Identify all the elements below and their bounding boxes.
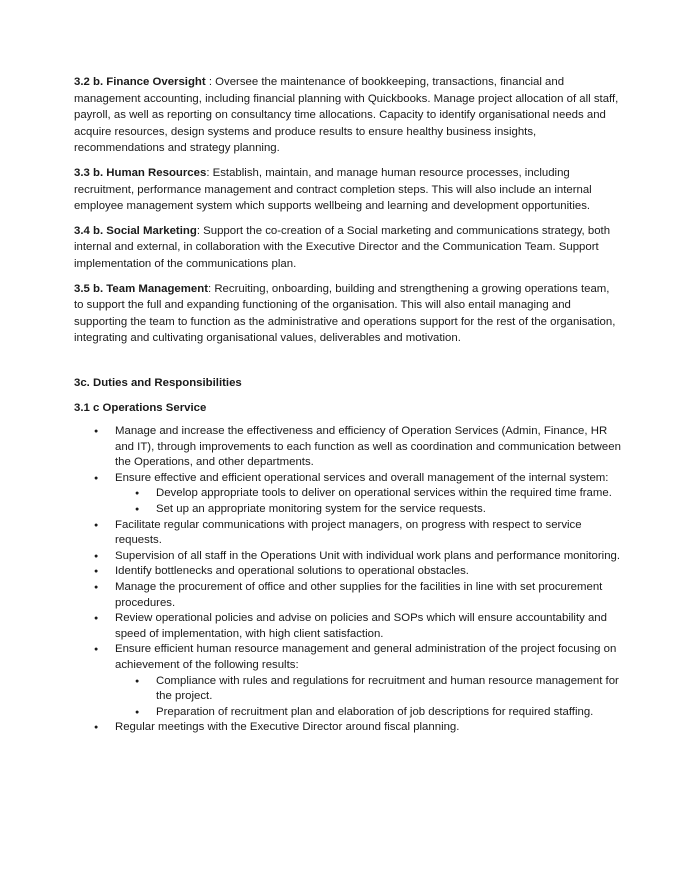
- list-item: [74, 720, 622, 736]
- list-item: [74, 424, 622, 471]
- list-item-text: Manage the procurement of office and other supplies for the facilities in line with set procurement procedures.: [115, 581, 603, 609]
- sub-list-item: [115, 502, 622, 518]
- list-item: [74, 471, 622, 518]
- list-item: [74, 580, 622, 611]
- section-label: 3.5 b. Team Management: [74, 282, 208, 295]
- duties-list: [74, 424, 622, 736]
- section-text: : Oversee the maintenance of bookkeeping, transactions, financial and management accounting, including financial planning with Quickbooks. Manage project allocation of all staff, payroll, as well as reporting on consultancy time allocations. Capacity to identify organisational needs and acquire resources, design systems and produce results to ensure healthy business insights, recommendations and strategy planning.: [74, 76, 619, 155]
- section-text: : Support the co-creation of a Social marketing and communications strategy, both internal and external, in collaboration with the Executive Director and the Communication Team. Support implementation of the communications plan.: [74, 224, 611, 270]
- spacer: [74, 355, 622, 375]
- sub-list: [115, 674, 622, 721]
- section-text: : Establish, maintain, and manage human resource processes, including recruitment, performance management and contract completion steps. This will also include an internal employee management system which supports wellbeing and learning and development opportunities.: [74, 166, 592, 213]
- sub-list-item-text: Set up an appropriate monitoring system for the service requests.: [156, 503, 486, 516]
- list-item-text: Identify bottlenecks and operational solutions to operational obstacles.: [115, 565, 469, 578]
- section-finance-oversight: [74, 74, 622, 157]
- operations-service-heading: 3.1 c Operations Service: [74, 401, 207, 414]
- sub-list-item-text: Develop appropriate tools to deliver on operational services within the required time frame.: [156, 487, 612, 500]
- list-item: [74, 518, 622, 549]
- list-item: [74, 611, 622, 642]
- sub-list: [115, 486, 622, 517]
- list-item: [74, 564, 622, 580]
- section-text: : Recruiting, onboarding, building and strengthening a growing operations team, to support the full and expanding functioning of the organisation. This will also entail managing and supporting the team to function as the administrative and operations support for the rest of the organisation, integrating and cultivating organisational values, deliverables and motivation.: [74, 282, 616, 345]
- list-item-text: Regular meetings with the Executive Director around fiscal planning.: [115, 721, 460, 734]
- list-item-text: Manage and increase the effectiveness and efficiency of Operation Services (Admin, Finance, HR and IT), through improvements to each function as well as coordination and communication between the Operations, and other departments.: [115, 425, 621, 469]
- section-team-management: [74, 281, 622, 347]
- sub-list-item-text: Compliance with rules and regulations for recruitment and human resource management for the project.: [156, 674, 619, 703]
- section-label: 3.3 b. Human Resources: [74, 166, 207, 179]
- list-item-text: Ensure effective and efficient operational services and overall management of the internal system:: [115, 471, 609, 484]
- list-item-text: Facilitate regular communications with project managers, on progress with respect to service requests.: [115, 518, 582, 547]
- list-item: [74, 549, 622, 565]
- sub-list-item: [115, 705, 622, 721]
- section-label: 3.2 b. Finance Oversight: [74, 76, 206, 88]
- document-page: [74, 74, 622, 736]
- list-item-text: Ensure efficient human resource management and general administration of the project focusing on achievement of the following results:: [115, 643, 617, 671]
- sub-list-item-text: Preparation of recruitment plan and elaboration of job descriptions for required staffing.: [156, 705, 594, 718]
- section-label: 3.4 b. Social Marketing: [74, 224, 197, 237]
- list-item-text: Supervision of all staff in the Operations Unit with individual work plans and performance monitoring.: [115, 549, 621, 562]
- list-item: [74, 642, 622, 720]
- section-human-resources: [74, 165, 622, 215]
- duties-heading: 3c. Duties and Responsibilities: [74, 376, 242, 389]
- section-social-marketing: [74, 223, 622, 273]
- sub-list-item: [115, 674, 622, 705]
- sub-list-item: [115, 486, 622, 502]
- list-item-text: Review operational policies and advise on policies and SOPs which will ensure accountability and speed of implementation, with high client satisfaction.: [115, 612, 607, 640]
